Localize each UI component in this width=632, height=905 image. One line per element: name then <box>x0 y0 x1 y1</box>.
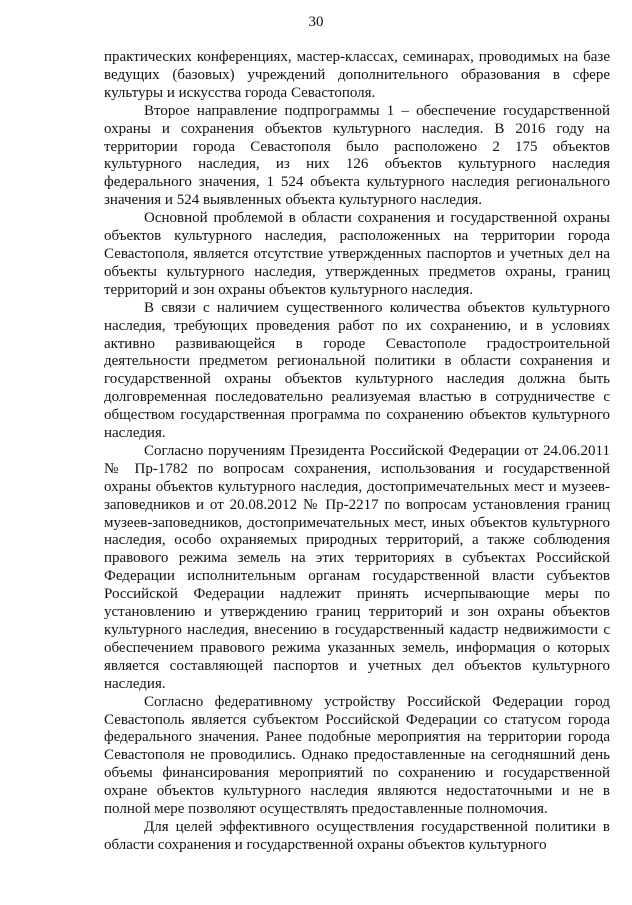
paragraph-3: Основной проблемой в области сохранения и государственной охраны объектов культурного наследия, расположенных на территории города Севастополя, является отсутствие утвержденных паспортов и учетных дел на объекты культурного наследия, утвержденных предметов охраны, границ территорий и зон охраны объектов культурного наследия. <box>104 210 610 298</box>
paragraph-6: Согласно федеративному устройству Российской Федерации город Севастополь является субъектом Российской Федерации со статусом города федерального значения. Ранее подобные мероприятия на территории города Севастополя не проводились. Однако предоставленные на сегодняшний день объемы финансирования мероприятий по сохранению и государственной охране объектов культурного наследия являются недостаточными и не в полной мере позволяют осуществлять предоставленные полномочия. <box>104 693 610 818</box>
paragraph-2: Второе направление подпрограммы 1 – обеспечение государственной охраны и сохранения объектов культурного наследия. В 2016 году на территории города Севастополя было расположено 2 175 объектов культурного наследия, из них 126 объектов культурного наследия федерального значения, 1 524 объекта культурного наследия регионального значения и 524 выявленных объекта культурного наследия. <box>104 102 610 209</box>
paragraph-7: Для целей эффективного осуществления государственной политики в области сохранения и государственной охраны объектов культурного <box>104 818 610 853</box>
paragraph-4: В связи с наличием существенного количества объектов культурного наследия, требующих проведения работ по их сохранению, и в условиях активно развивающейся в городе Севастополе градостроительной деятельности предметом региональной политики в области сохранения и государственной охраны объектов культурного наследия должна быть долговременная последовательно реализуемая властью в сотрудничестве с обществом государственная программа по сохранению объектов культурного наследия. <box>104 299 610 442</box>
page-number: 30 <box>308 14 324 30</box>
document-body <box>104 49 610 855</box>
paragraph-1: практических конференциях, мастер-классах, семинарах, проводимых на базе ведущих (базовых) учреждений дополнительного образования в сфере культуры и искусства города Севастополя. <box>104 49 610 101</box>
paragraph-5: Согласно поручениям Президента Российской Федерации от 24.06.2011 № Пр-1782 по вопросам сохранения, использования и государственной охраны объектов культурного наследия, достопримечательных мест и музеев-заповедников и от 20.08.2012 № Пр-2217 по вопросам установления границ музеев-заповедников, достопримечательных мест, иных объектов культурного наследия, особо охраняемых природных территорий, а также соблюдения правового режима земель на этих территориях в субъектах Российской Федерации исполнительным органам государственной власти субъектов Российской Федерации надлежит принять исчерпывающие меры по установлению и утверждению границ территорий и зон охраны объектов культурного наследия, внесению в государственный кадастр недвижимости с обеспечением правового режима указанных земель, информация о которых является составляющей паспортов и учетных дел объектов культурного наследия. <box>104 442 610 692</box>
